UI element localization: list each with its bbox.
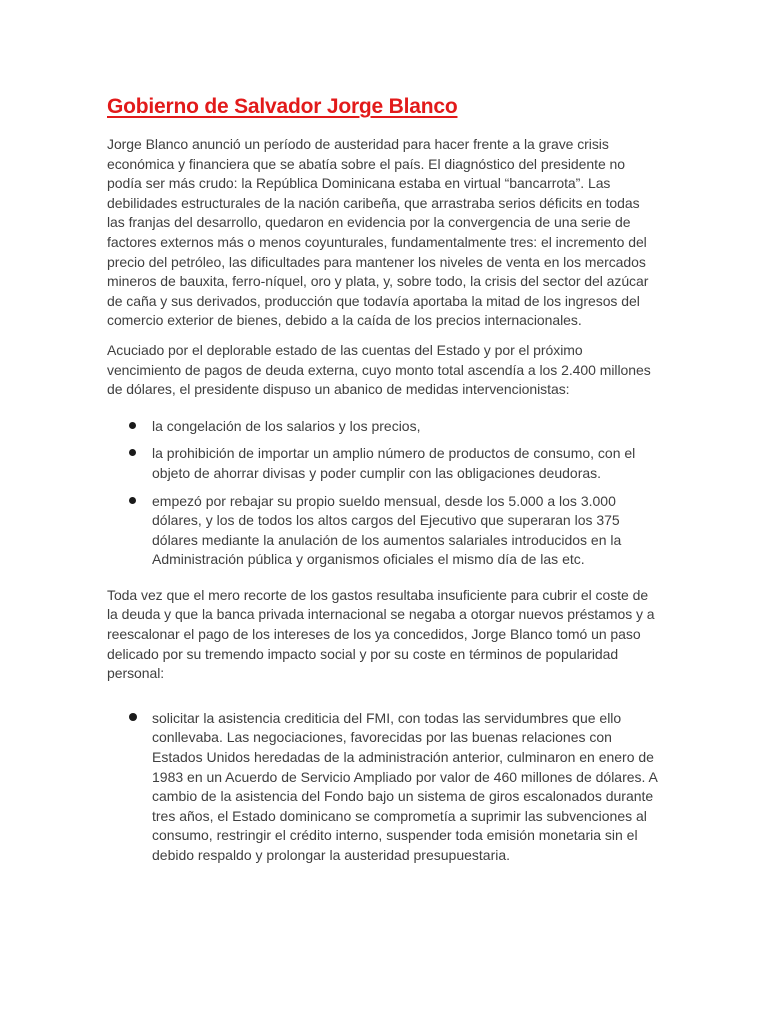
list-item (107, 444, 660, 483)
paragraph-measures-intro: Acuciado por el deplorable estado de las cuentas del Estado y por el próximo vencimiento de pagos de deuda externa, cuyo monto total ascendía a los 2.400 millones de dólares, el presidente dispuso un abanico de medidas intervencionistas: (107, 341, 651, 398)
bullet-icon (129, 713, 137, 721)
list-item (107, 709, 660, 866)
list-item-text: la prohibición de importar un amplio número de productos de consumo, con el objeto de ahorrar divisas y poder cumplir con las obligaciones deudoras. (152, 445, 636, 481)
document-title: Gobierno de Salvador Jorge Blanco (107, 95, 458, 118)
list-item-text: la congelación de los salarios y los precios, (152, 417, 421, 434)
final-measures-list (107, 709, 660, 866)
list-item-text: empezó por rebajar su propio sueldo mensual, desde los 5.000 a los 3.000 dólares, y los de todos los altos cargos del Ejecutivo que superaran los 375 dólares mediante la anulación de los aumentos salariales introducidos en la Administración pública y organismos oficiales el mismo día de las etc. (152, 492, 622, 568)
bullet-icon (129, 497, 136, 504)
bullet-icon (129, 449, 136, 456)
bullet-icon (129, 422, 136, 429)
list-item-text: solicitar la asistencia crediticia del FMI, con todas las servidumbres que ello conllevaba. Las negociaciones, favorecidas por las buenas relaciones con Estados Unidos heredadas de la administración anterior, culminaron en enero de 1983 en un Acuerdo de Servicio Ampliado por valor de 460 millones de dólares. A cambio de la asistencia del Fondo bajo un sistema de giros escalonados durante tres años, el Estado dominicano se comprometía a suprimir las subvenciones al consumo, restringir el crédito interno, suspender toda emisión monetaria sin el debido respaldo y prolongar la austeridad presupuestaria. (152, 709, 658, 863)
document-page (107, 92, 660, 882)
paragraph-imf-intro: Toda vez que el mero recorte de los gastos resultaba insuficiente para cubrir el coste de la deuda y que la banca privada internacional se negaba a otorgar nuevos préstamos y a reescalonar el pago de los intereses de los ya concedidos, Jorge Blanco tomó un paso delicado por su tremendo impacto social y por su coste en términos de popularidad personal: (107, 586, 655, 682)
list-item (107, 492, 660, 570)
measures-list (107, 417, 660, 570)
list-item (107, 417, 660, 437)
paragraph-intro: Jorge Blanco anunció un período de austeridad para hacer frente a la grave crisis económica y financiera que se abatía sobre el país. El diagnóstico del presidente no podía ser más crudo: la República Dominicana estaba en virtual “bancarrota”. Las debilidades estructurales de la nación caribeña, que arrastraba serios déficits en todas las franjas del desarrollo, quedaron en evidencia por la convergencia de una serie de factores externos más o menos coyunturales, fundamentalmente tres: el incremento del precio del petróleo, las dificultades para mantener los niveles de venta en los mercados mineros de bauxita, ferro-níquel, oro y plata, y, sobre todo, la crisis del sector del azúcar de caña y sus derivados, producción que todavía aportaba la mitad de los ingresos del comercio exterior de bienes, debido a la caída de los precios internacionales. (107, 136, 649, 329)
